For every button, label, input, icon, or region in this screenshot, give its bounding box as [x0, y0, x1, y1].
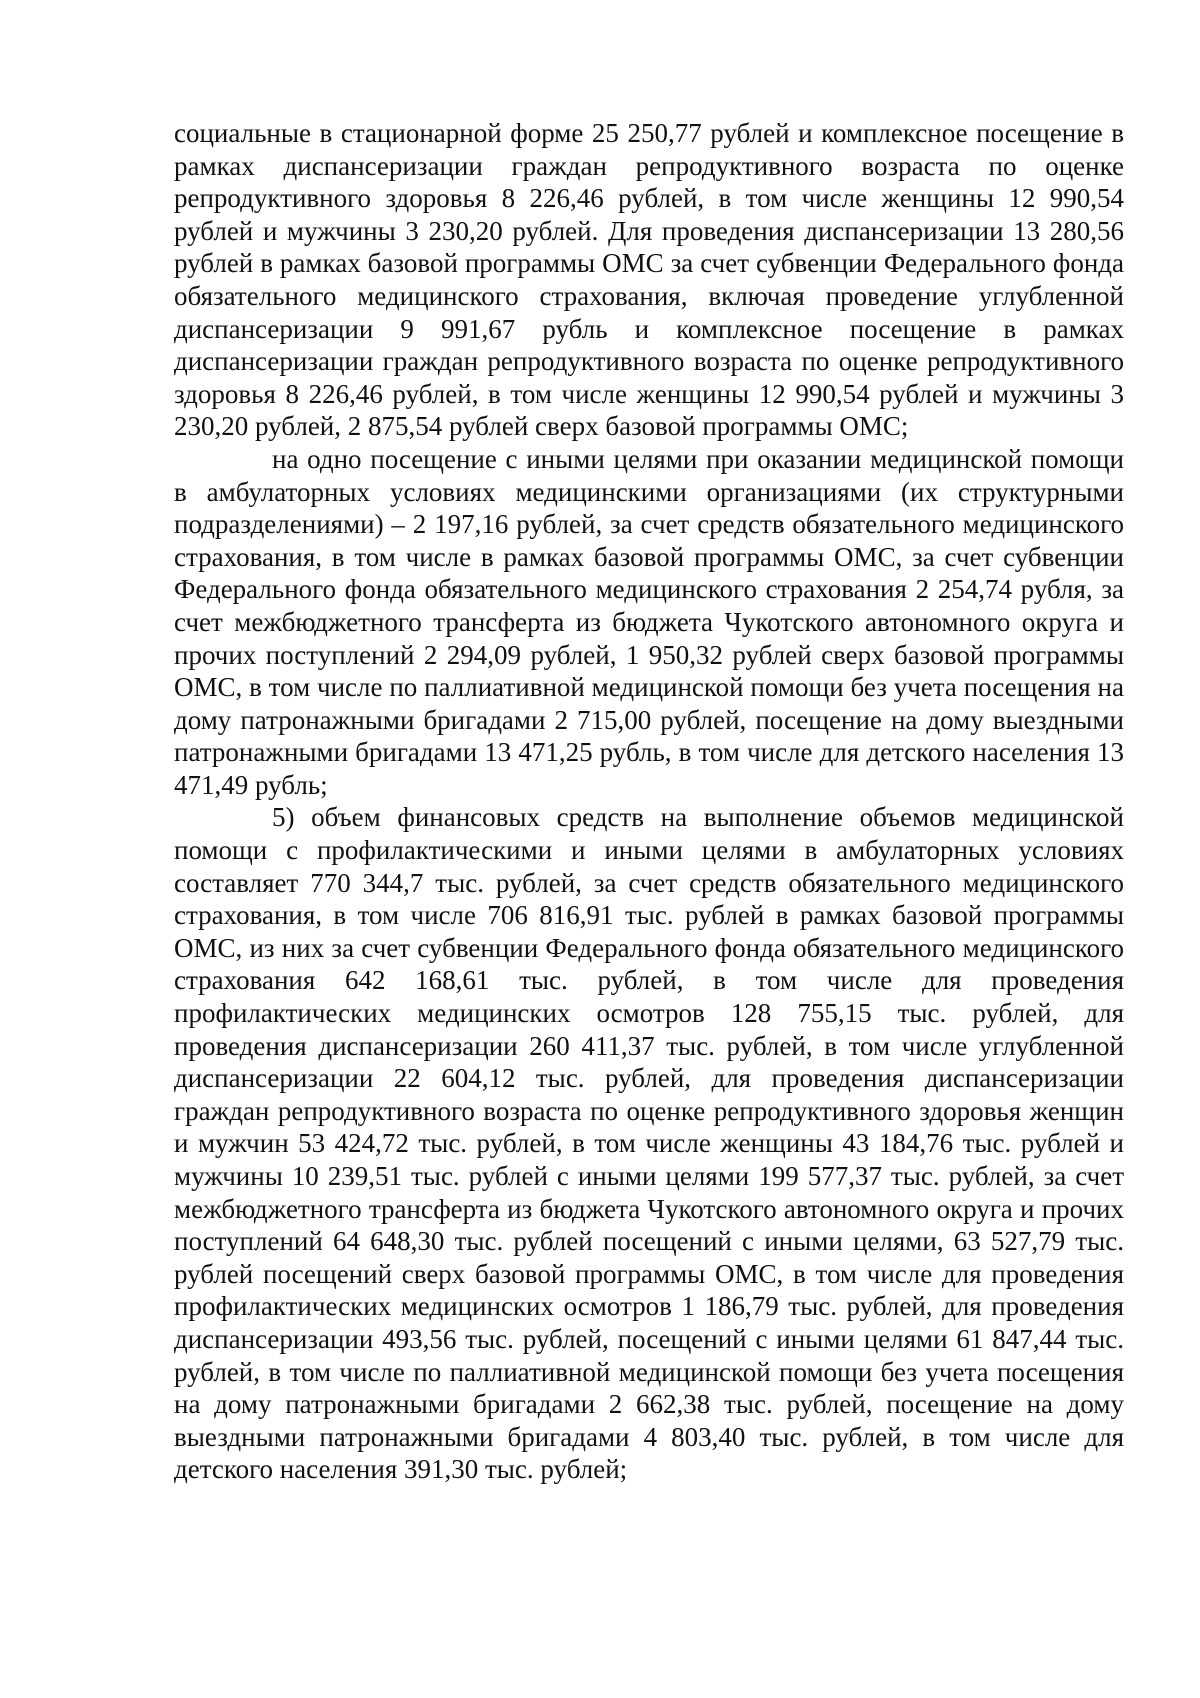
- paragraph-2: на одно посещение с иными целями при оказании медицинской помощи в амбулаторных условиях медицинскими организациями (их структурными подразделениями) – 2 197,16 рублей, за счет средств обязательного медицинского страхования, в том числе в рамках базовой программы ОМС, за счет субвенции Федерального фонда обязательного медицинского страхования 2 254,74 рубля, за счет межбюджетного трансферта из бюджета Чукотского автономного округа и прочих поступлений 2 294,09 рублей, 1 950,32 рублей сверх базовой программы ОМС, в том числе по паллиативной медицинской помощи без учета посещения на дому патронажными бригадами 2 715,00 рублей, посещение на дому выездными патронажными бригадами 13 471,25 рубль, в том числе для детского населения 13 471,49 рубль;: [174, 443, 1124, 800]
- paragraph-3: 5) объем финансовых средств на выполнение объемов медицинской помощи с профилактическими и иными целями в амбулаторных условиях составляет 770 344,7 тыс. рублей, за счет средств обязательного медицинского страхования, в том числе 706 816,91 тыс. рублей в рамках базовой программы ОМС, из них за счет субвенции Федерального фонда обязательного медицинского страхования 642 168,61 тыс. рублей, в том числе для проведения профилактических медицинских осмотров 128 755,15 тыс. рублей, для проведения диспансеризации 260 411,37 тыс. рублей, в том числе углубленной диспансеризации 22 604,12 тыс. рублей, для проведения диспансеризации граждан репродуктивного возраста по оценке репродуктивного здоровья женщин и мужчин 53 424,72 тыс. рублей, в том числе женщины 43 184,76 тыс. рублей и мужчины 10 239,51 тыс. рублей с иными целями 199 577,37 тыс. рублей, за счет межбюджетного трансферта из бюджета Чукотского автономного округа и прочих поступлений 64 648,30 тыс. рублей посещений с иными целями, 63 527,79 тыс. рублей посещений сверх базовой программы ОМС, в том числе для проведения профилактических медицинских осмотров 1 186,79 тыс. рублей, для проведения диспансеризации 493,56 тыс. рублей, посещений с иными целями 61 847,44 тыс. рублей, в том числе по паллиативной медицинской помощи без учета посещения на дому патронажными бригадами 2 662,38 тыс. рублей, посещение на дому выездными патронажными бригадами 4 803,40 тыс. рублей, в том числе для детского населения 391,30 тыс. рублей;: [174, 802, 1124, 1485]
- paragraph-1: социальные в стационарной форме 25 250,77 рублей и комплексное посещение в рамках диспансеризации граждан репродуктивного возраста по оценке репродуктивного здоровья 8 226,46 рублей, в том числе женщины 12 990,54 рублей и мужчины 3 230,20 рублей. Для проведения диспансеризации 13 280,56 рублей в рамках базовой программы ОМС за счет субвенции Федерального фонда обязательного медицинского страхования, включая проведение углубленной диспансеризации 9 991,67 рубль и комплексное посещение в рамках диспансеризации граждан репродуктивного возраста по оценке репродуктивного здоровья 8 226,46 рублей, в том числе женщины 12 990,54 рублей и мужчины 3 230,20 рублей, 2 875,54 рублей сверх базовой программы ОМС;: [174, 118, 1124, 442]
- document-body: [174, 117, 1124, 1486]
